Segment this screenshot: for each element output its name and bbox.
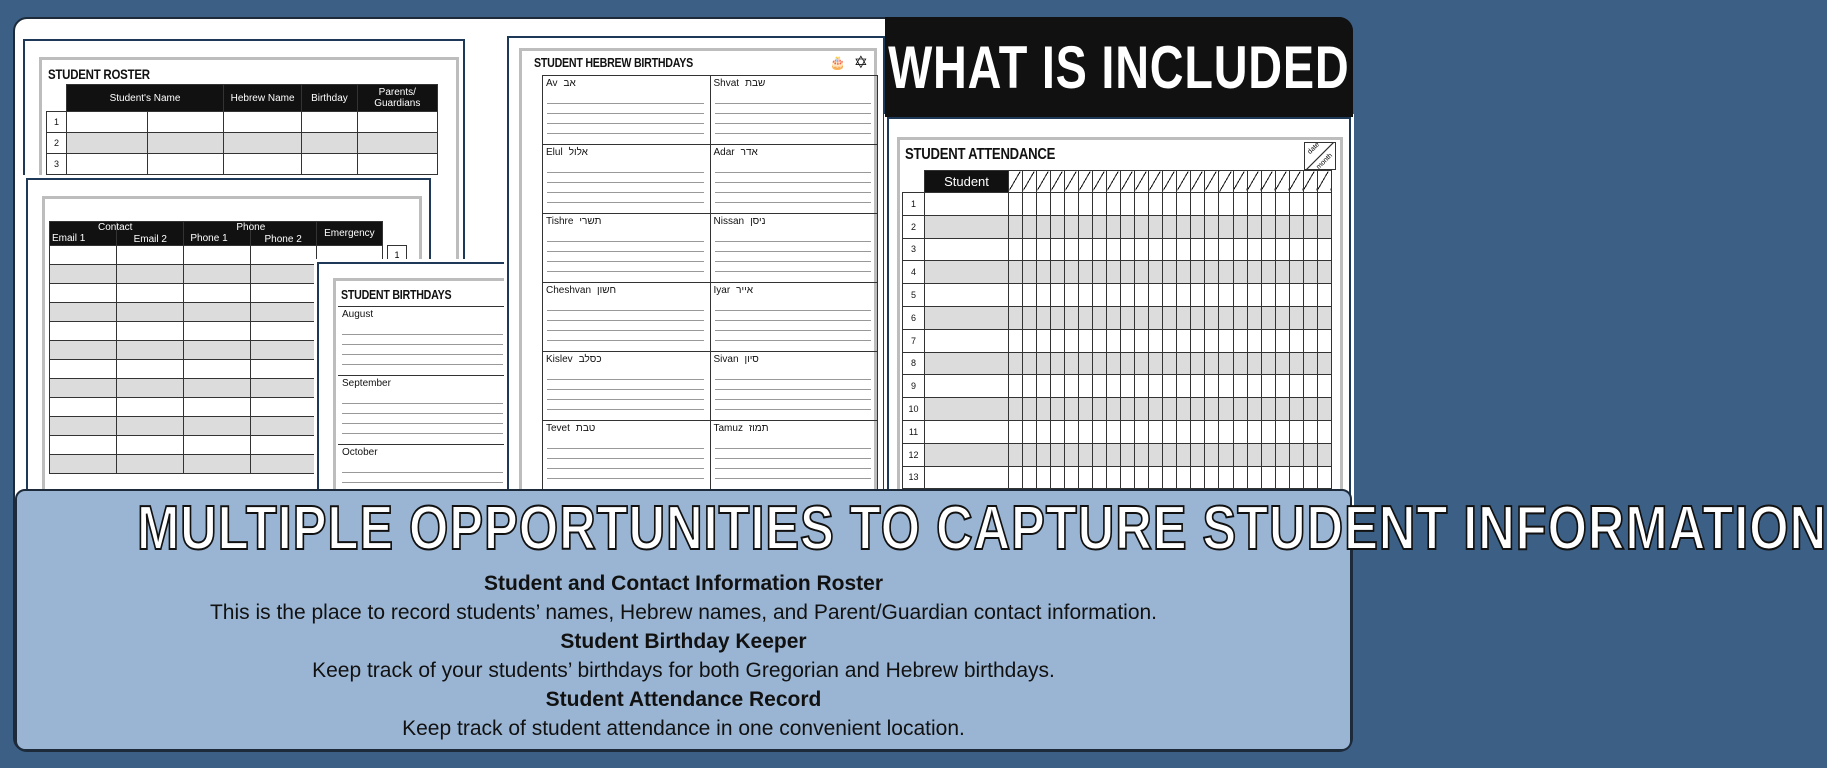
month-hebrew: חשון: [597, 285, 617, 296]
month-label: August: [342, 309, 374, 320]
month-english: Sivan: [713, 354, 739, 365]
section-desc-roster: This is the place to record students’ names, Hebrew names, and Parent/Guardian contact information.: [209, 601, 1158, 624]
month-english: Cheshvan: [546, 285, 592, 296]
contact-phone1-label: Phone 1: [190, 233, 228, 244]
birthday-month-block: [338, 376, 509, 445]
hebrew-month-label: [714, 147, 875, 158]
table-row: [903, 329, 1332, 352]
roster-header-parents: Parents/ Guardians: [357, 85, 437, 112]
hebrew-month-label: [714, 285, 875, 296]
row-number: 5: [903, 284, 925, 307]
table-row: [903, 284, 1332, 307]
table-row: [903, 352, 1332, 375]
month-hebrew: אלול: [568, 147, 588, 158]
date-column-header: [1219, 171, 1233, 193]
month-hebrew: טבת: [575, 423, 596, 434]
date-column-header: [1009, 171, 1023, 193]
month-english: Tamuz: [713, 423, 743, 434]
hebrew-month-label: [714, 78, 875, 89]
contact-header-email1: [50, 222, 133, 246]
roster-title: STUDENT ROSTER: [48, 66, 150, 82]
row-number: 2: [903, 215, 925, 238]
write-lines: [715, 370, 872, 410]
date-column-header: [1121, 171, 1135, 193]
birthdays-months: [338, 306, 510, 514]
attendance-table: [902, 170, 1332, 489]
roster-table: [46, 84, 438, 175]
hebrew-month-label: [546, 285, 707, 296]
row-number: 1: [47, 112, 67, 133]
info-panel: [15, 489, 1827, 751]
write-lines: [342, 325, 503, 365]
month-label: September: [342, 378, 391, 389]
month-hebrew: סיון: [744, 354, 759, 365]
roster-header-birthday: Birthday: [302, 85, 357, 112]
roster-header-name: Student's Name: [67, 85, 224, 112]
table-row: [903, 238, 1332, 261]
month-hebrew: אב: [563, 78, 576, 89]
write-lines: [715, 301, 872, 341]
section-title-roster: Student and Contact Information Roster: [484, 572, 883, 595]
table-row: [903, 215, 1332, 238]
star-of-david-icon: ✡: [853, 53, 868, 72]
write-lines: [547, 94, 704, 134]
section-title-birthday: Student Birthday Keeper: [560, 630, 807, 653]
corner-date: date: [1306, 141, 1322, 156]
student-attendance-sheet: [887, 117, 1351, 517]
date-column-header: [1135, 171, 1149, 193]
panel-sections: [17, 569, 1350, 743]
write-lines: [547, 439, 704, 479]
write-lines: [715, 232, 872, 272]
month-hebrew: אדר: [740, 147, 758, 158]
table-row: [903, 261, 1332, 284]
row-number: 9: [903, 375, 925, 398]
date-column-header: [1289, 171, 1303, 193]
phone-group-header: Phone: [236, 222, 266, 233]
month-english: Adar: [713, 147, 735, 158]
row-number: 10: [903, 398, 925, 421]
hebrew-month-label: [546, 354, 707, 365]
date-column-header: [1093, 171, 1107, 193]
date-column-header: [1051, 171, 1065, 193]
write-lines: [547, 232, 704, 272]
write-lines: [547, 301, 704, 341]
attendance-paper: [897, 137, 1343, 517]
month-label: October: [342, 447, 378, 458]
hebrew-month-cell: [543, 76, 711, 145]
date-column-header: [1205, 171, 1219, 193]
write-lines: [715, 94, 872, 134]
contact-header-emergency: Emergency: [316, 222, 382, 246]
hebrew-month-cell: [543, 352, 711, 421]
date-column-header: [1275, 171, 1289, 193]
what-is-included-banner: [885, 17, 1353, 117]
row-number: 8: [903, 352, 925, 375]
hebrew-month-label: [546, 423, 707, 434]
table-row: [47, 133, 438, 154]
hebrew-birthdays-sheet: [507, 36, 885, 521]
table-row: [903, 420, 1332, 443]
roster-corner: [47, 85, 67, 112]
date-column-header: [1079, 171, 1093, 193]
date-column-header: [1149, 171, 1163, 193]
row-number: 3: [47, 154, 67, 175]
date-column-header: [1163, 171, 1177, 193]
hebrew-month-label: [714, 354, 875, 365]
student-birthdays-sheet: [317, 262, 517, 522]
hebrew-months-grid: [542, 75, 878, 490]
table-row: [903, 375, 1332, 398]
hebrew-birthdays-paper: [519, 48, 877, 518]
attendance-student-header: Student: [925, 171, 1009, 193]
hebrew-month-label: [546, 147, 707, 158]
month-hebrew: ניסן: [750, 216, 766, 227]
cake-icon: 🎂: [829, 55, 846, 70]
row-number: 2: [47, 133, 67, 154]
section-desc-attendance: Keep track of student attendance in one convenient location.: [402, 717, 965, 740]
date-column-header: [1247, 171, 1261, 193]
month-hebrew: אייר: [736, 285, 753, 296]
table-row: [903, 398, 1332, 421]
hebrew-month-cell: [711, 214, 879, 283]
section-title-attendance: Student Attendance Record: [545, 688, 822, 711]
table-row: [47, 154, 438, 175]
row-number: 7: [903, 329, 925, 352]
month-hebrew: תשרי: [579, 216, 602, 227]
hebrew-month-cell: [711, 283, 879, 352]
hebrew-birthdays-title: STUDENT HEBREW BIRTHDAYS: [534, 55, 693, 70]
contact-header-phone1: [184, 222, 266, 246]
month-english: Tishre: [546, 216, 574, 227]
date-column-header: [1023, 171, 1037, 193]
date-month-corner: [1304, 142, 1336, 170]
birthdays-title: STUDENT BIRTHDAYS: [341, 287, 452, 302]
hebrew-month-cell: [711, 421, 879, 490]
date-column-header: [1037, 171, 1051, 193]
date-column-header: [1107, 171, 1121, 193]
hebrew-month-label: [714, 216, 875, 227]
hebrew-month-cell: [543, 283, 711, 352]
month-english: Kislev: [546, 354, 573, 365]
table-row: [47, 112, 438, 133]
contact-group-header: Contact: [98, 222, 133, 233]
hebrew-month-cell: [543, 214, 711, 283]
banner-title: WHAT IS INCLUDED: [888, 33, 1350, 101]
date-column-header: [1177, 171, 1191, 193]
birthday-month-block: [338, 307, 509, 376]
date-column-header: [1065, 171, 1079, 193]
hebrew-month-label: [546, 216, 707, 227]
table-row: [903, 466, 1332, 489]
write-lines: [547, 370, 704, 410]
date-column-header: [1191, 171, 1205, 193]
hebrew-month-cell: [543, 145, 711, 214]
row-number: 1: [903, 193, 925, 216]
hebrew-month-label: [546, 78, 707, 89]
write-lines: [715, 163, 872, 203]
hebrew-month-cell: [711, 76, 879, 145]
date-column-header: [1233, 171, 1247, 193]
month-english: Av: [546, 78, 558, 89]
contact-email1-label: Email 1: [52, 233, 86, 244]
month-english: Tevet: [546, 423, 570, 434]
table-row: [903, 193, 1332, 216]
month-english: Shvat: [713, 78, 740, 89]
row-number: 3: [903, 238, 925, 261]
roster-header-hebrew: Hebrew Name: [223, 85, 301, 112]
month-english: Nissan: [713, 216, 745, 227]
section-desc-birthday: Keep track of your students’ birthdays for both Gregorian and Hebrew birthdays.: [312, 659, 1055, 682]
date-column-header: [1317, 171, 1331, 193]
contact-header-phone2: Phone 2: [250, 222, 316, 246]
table-row: [903, 306, 1332, 329]
hebrew-month-cell: [711, 145, 879, 214]
row-number: 12: [903, 443, 925, 466]
corner-month: month: [1314, 152, 1334, 171]
month-hebrew: תמוז: [748, 423, 769, 434]
hebrew-month-cell: [711, 352, 879, 421]
month-english: Iyar: [713, 285, 731, 296]
table-row: [903, 443, 1332, 466]
row-number: 6: [903, 306, 925, 329]
write-lines: [547, 163, 704, 203]
row-number: 11: [903, 420, 925, 443]
contact-side-number: 1: [387, 245, 407, 265]
panel-headline: MULTIPLE OPPORTUNITIES TO CAPTURE STUDENT INFORMATION: [136, 494, 1827, 563]
row-number: 4: [903, 261, 925, 284]
month-english: Elul: [546, 147, 563, 158]
contact-header-email2: Email 2: [117, 222, 184, 246]
month-hebrew: שבת: [745, 78, 766, 89]
date-column-header: [1261, 171, 1275, 193]
attendance-title: STUDENT ATTENDANCE: [905, 146, 1056, 163]
month-hebrew: כסלב: [578, 354, 602, 365]
write-lines: [715, 439, 872, 479]
hebrew-month-cell: [543, 421, 711, 490]
hebrew-month-label: [714, 423, 875, 434]
date-column-header: [1303, 171, 1317, 193]
row-number: 13: [903, 466, 925, 489]
write-lines: [342, 394, 503, 434]
